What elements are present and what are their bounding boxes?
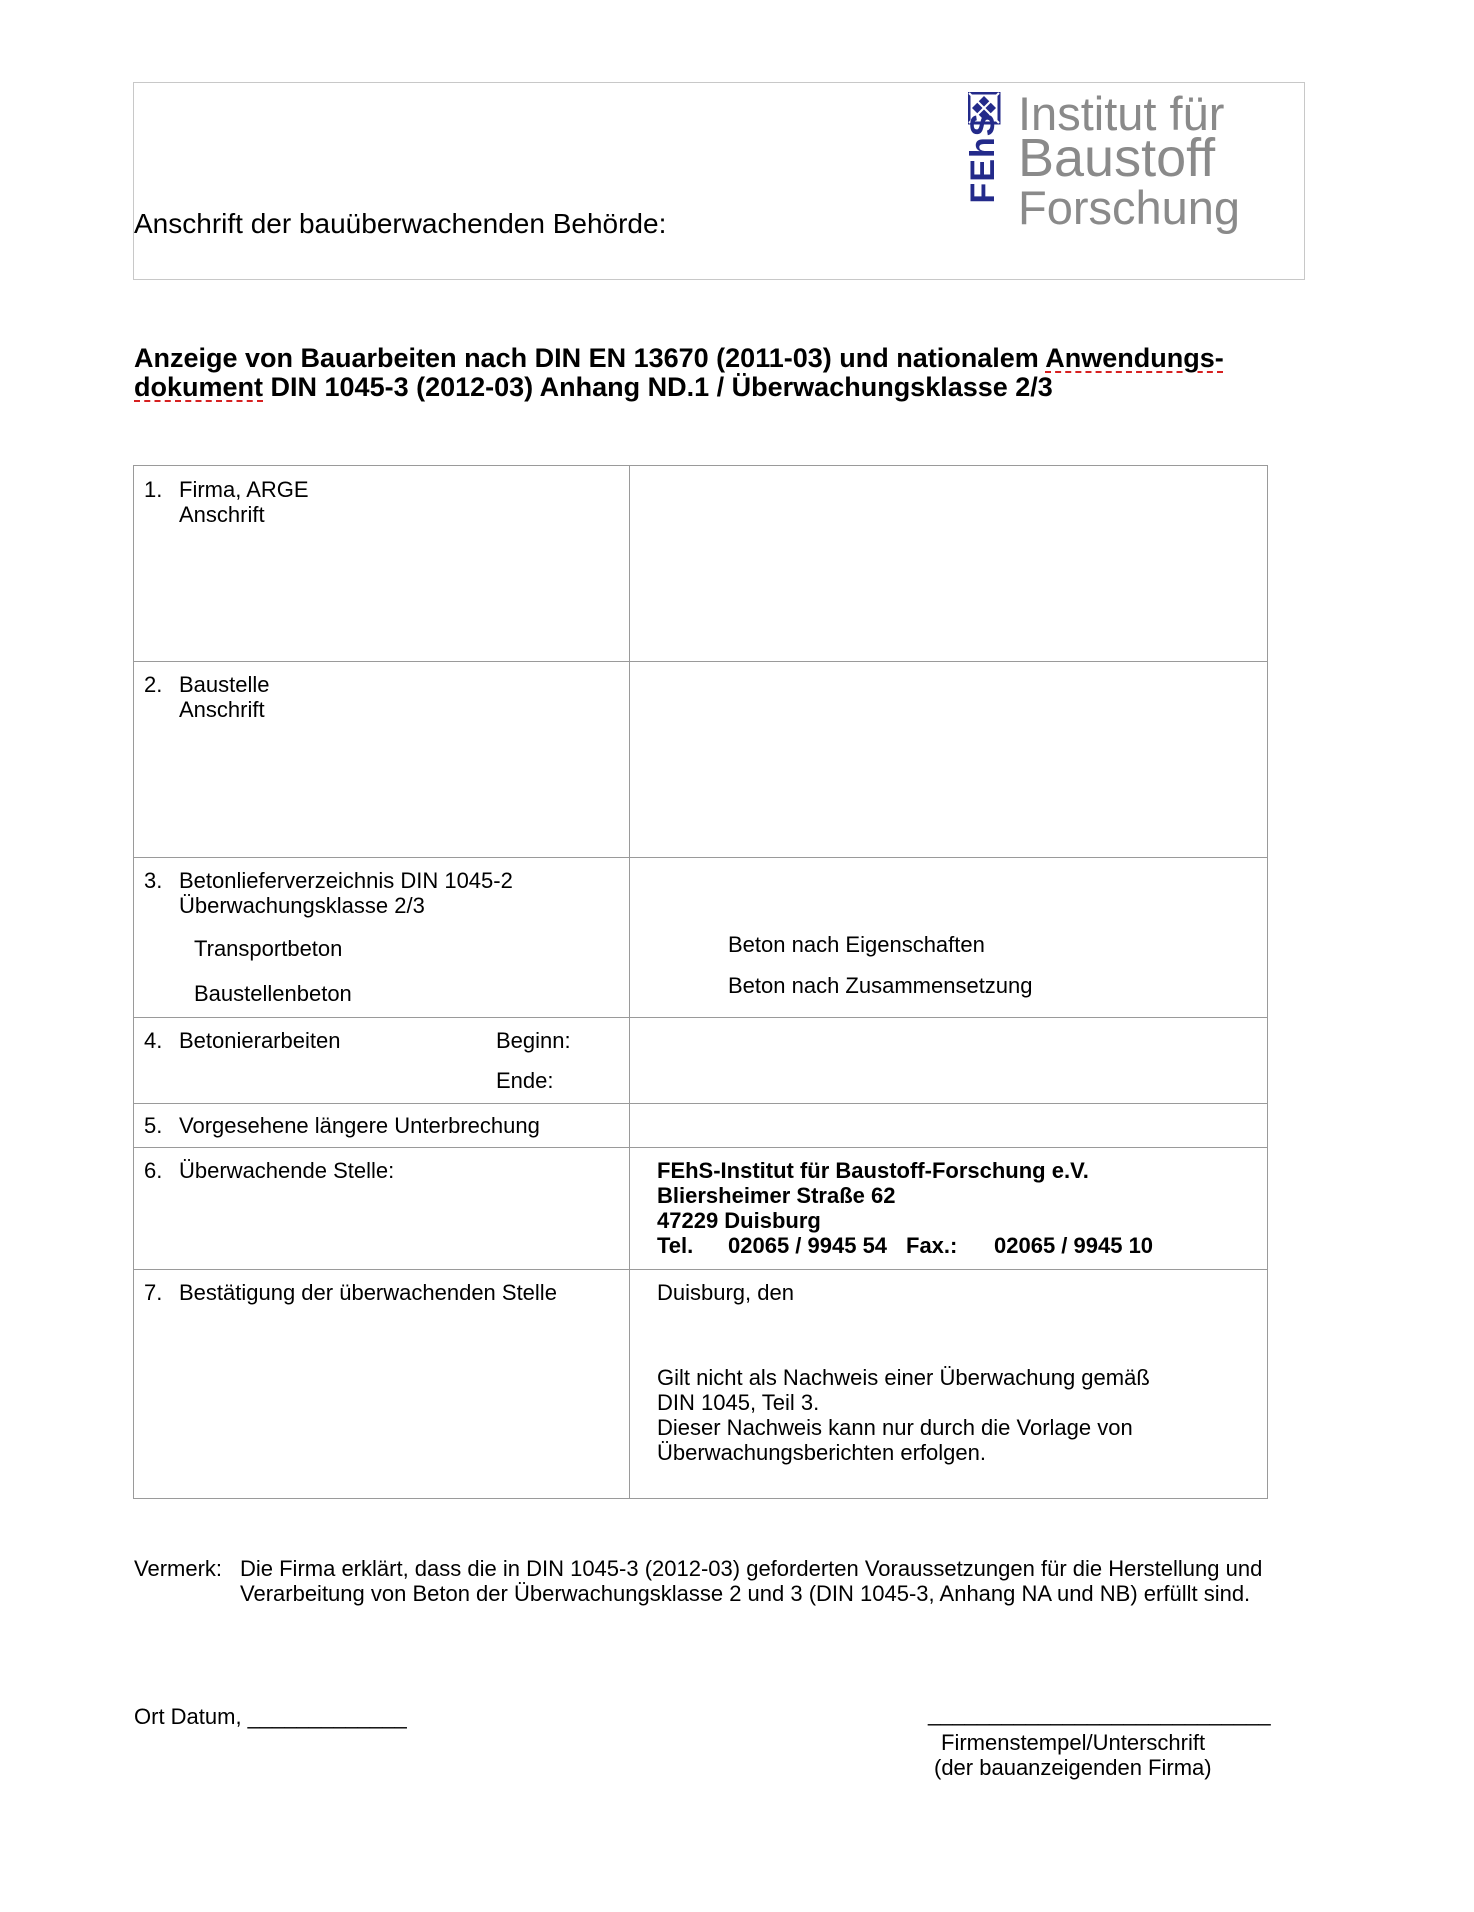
row-1-sublabel: Anschrift (179, 502, 265, 527)
option-transportbeton[interactable]: Transportbeton (194, 936, 343, 961)
row-3-number: 3. (144, 868, 163, 893)
confirmation-place-date[interactable]: Duisburg, den (657, 1280, 794, 1305)
row-2-number: 2. (144, 672, 163, 697)
supervisor-street: Bliersheimer Straße 62 (657, 1183, 896, 1208)
place-date-field[interactable]: Ort Datum, _____________ (134, 1704, 407, 1729)
signature-label-1: Firmenstempel/Unterschrift (941, 1730, 1206, 1755)
row-7-label: Bestätigung der überwachenden Stelle (179, 1280, 557, 1305)
signature-line[interactable]: ____________________________ (928, 1701, 1271, 1726)
row-1-label: Firma, ARGE (179, 477, 309, 502)
row-4-number: 4. (144, 1028, 163, 1053)
row-6-label: Überwachende Stelle: (179, 1158, 395, 1183)
row-divider (134, 857, 1267, 858)
supervisor-city: 47229 Duisburg (657, 1208, 821, 1233)
confirmation-note-line-1: Gilt nicht als Nachweis einer Überwachung gemäß (657, 1365, 1150, 1390)
confirmation-note-line-3: Dieser Nachweis kann nur durch die Vorlage von (657, 1415, 1133, 1440)
confirmation-note-line-4: Überwachungsberichten erfolgen. (657, 1440, 986, 1465)
title-spellcheck-word-2: dokument (134, 372, 264, 402)
end-label: Ende: (496, 1068, 554, 1093)
row-5-label: Vorgesehene längere Unterbrechung (179, 1113, 540, 1138)
document-title (134, 344, 1314, 402)
begin-label: Beginn: (496, 1028, 571, 1053)
row-4-input-cell[interactable] (630, 1018, 1268, 1103)
row-1-input-cell[interactable] (630, 466, 1268, 661)
remark-label: Vermerk: (134, 1556, 223, 1581)
option-beton-nach-zusammensetzung[interactable]: Beton nach Zusammensetzung (728, 973, 1033, 998)
row-5-number: 5. (144, 1113, 163, 1138)
supervisor-org-name: FEhS-Institut für Baustoff-Forschung e.V. (657, 1158, 1089, 1183)
option-baustellenbeton[interactable]: Baustellenbeton (194, 981, 352, 1006)
row-2-sublabel: Anschrift (179, 697, 265, 722)
confirmation-note-line-2: DIN 1045, Teil 3. (657, 1390, 820, 1415)
supervisor-tel-label: Tel. (657, 1233, 694, 1258)
logo-line-2: Baustoff (1018, 128, 1216, 188)
option-beton-nach-eigenschaften[interactable]: Beton nach Eigenschaften (728, 932, 985, 957)
form-table (133, 465, 1268, 1499)
logo-mark-text: FEhS (964, 112, 1002, 204)
authority-address-label: Anschrift der bauüberwachenden Behörde: (134, 208, 667, 239)
row-3-sublabel: Überwachungsklasse 2/3 (179, 893, 425, 918)
logo-line-3: Forschung (1018, 181, 1241, 234)
row-4-label: Betonierarbeiten (179, 1028, 341, 1053)
remark-line-2: Verarbeitung von Beton der Überwachungsklasse 2 und 3 (DIN 1045-3, Anhang NA und NB) erfüllt sind. (240, 1581, 1251, 1606)
row-5-input-cell[interactable] (630, 1104, 1268, 1147)
institute-logo (964, 87, 1268, 240)
title-line1-text: Anzeige von Bauarbeiten nach DIN EN 13670 (2011-03) und nationalem (134, 343, 1046, 373)
row-2-label: Baustelle (179, 672, 270, 697)
row-1-number: 1. (144, 477, 163, 502)
row-7-number: 7. (144, 1280, 163, 1305)
row-3-label: Betonlieferverzeichnis DIN 1045-2 (179, 868, 513, 893)
supervisor-fax-label: Fax.: (906, 1233, 958, 1258)
signature-label-2: (der bauanzeigenden Firma) (934, 1755, 1212, 1780)
title-line2-text: DIN 1045-3 (2012-03) Anhang ND.1 / Überwachungsklasse 2/3 (263, 372, 1053, 402)
supervisor-tel: 02065 / 9945 54 (728, 1233, 888, 1258)
row-divider (134, 1147, 1267, 1148)
supervisor-fax: 02065 / 9945 10 (994, 1233, 1154, 1258)
row-6-number: 6. (144, 1158, 163, 1183)
remark-line-1: Die Firma erklärt, dass die in DIN 1045-3 (2012-03) geforderten Voraussetzungen für die Herstellung und (240, 1556, 1263, 1581)
row-2-input-cell[interactable] (630, 662, 1268, 857)
row-divider (134, 1269, 1267, 1270)
title-spellcheck-word-1: Anwendungs- (1045, 343, 1224, 373)
logo-line-1: Institut für (1018, 87, 1225, 140)
